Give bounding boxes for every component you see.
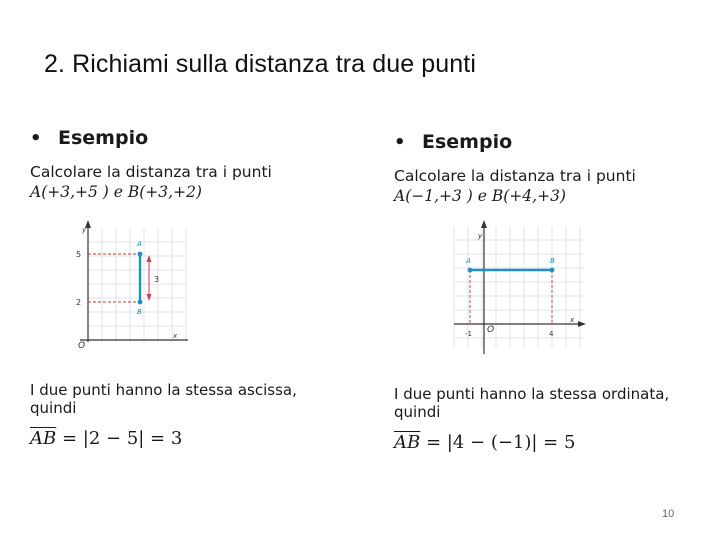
heading-text: Esempio [422,131,513,153]
point-b [550,268,555,273]
right-example [394,124,694,206]
origin-label: O [487,325,495,335]
bullet: • [30,127,42,149]
point-a-label: A [137,240,142,248]
segment-label: $\overline{AB}$ [30,428,57,449]
right-points: A(−1,+3 ) e B(+4,+3) [394,187,566,205]
left-formula [30,428,182,449]
heading-text: Esempio [58,127,149,149]
left-points: A(+3,+5 ) e B(+3,+2) [30,183,202,201]
formula-expression: = |2 − 5| = 3 [61,428,183,449]
point-b-label: B [550,257,555,265]
y-axis-label: y [82,226,87,234]
formula-expression: = |4 − (−1)| = 5 [425,432,576,453]
right-graph [448,216,590,362]
left-example-heading [30,124,320,152]
point-b-label: B [137,308,142,316]
tick-label-4: 4 [549,330,554,338]
x-axis-label: x [173,332,178,340]
x-axis-label: x [570,316,575,324]
x-axis-arrow [578,321,586,327]
tick-label-minus-1: -1 [465,330,472,338]
left-graph [52,218,192,354]
y-axis-arrow [481,220,487,228]
point-a [138,252,143,257]
right-prompt: Calcolare la distanza tra i punti [394,167,636,185]
tick-label-5: 5 [76,250,82,259]
left-example [30,124,320,202]
y-axis-label: y [478,232,483,240]
origin-label: O [78,341,86,351]
slide-title: 2. Richiami sulla distanza tra due punti [44,50,477,78]
point-b [138,300,143,305]
distance-label: 3 [154,275,160,284]
page-number: 10 [662,508,675,520]
right-conclusion: I due punti hanno la stessa ordinata, quindi [394,385,670,421]
grid [454,226,584,348]
right-example-heading [394,128,694,156]
bullet: • [394,131,406,153]
right-formula [394,432,575,453]
point-a [468,268,473,273]
tick-label-2: 2 [76,298,82,307]
left-prompt: Calcolare la distanza tra i punti [30,163,272,181]
segment-label: $\overline{AB}$ [394,432,421,453]
left-conclusion: I due punti hanno la stessa ascissa, quindi [30,381,297,417]
point-a-label: A [466,257,471,265]
